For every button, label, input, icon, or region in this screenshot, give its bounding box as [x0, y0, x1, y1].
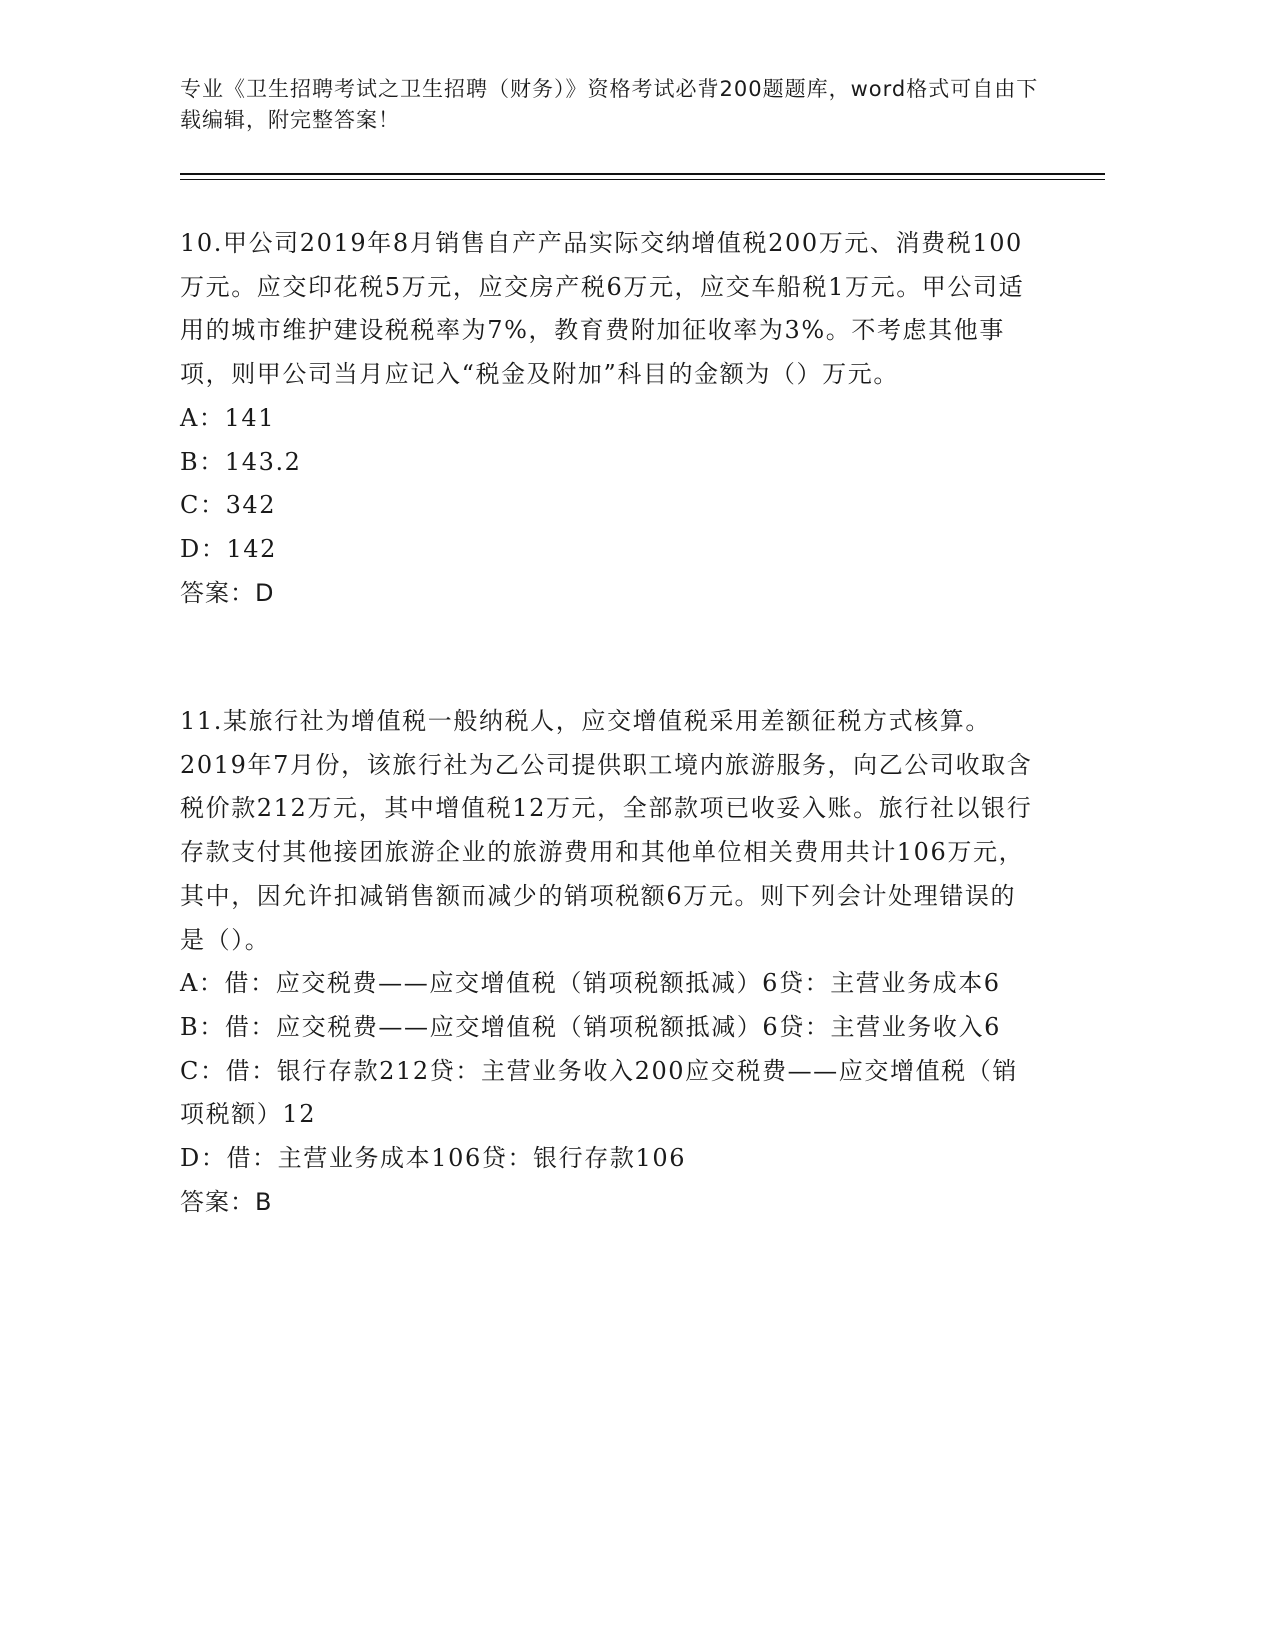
question-10 — [180, 222, 1040, 615]
document-header: 专业《卫生招聘考试之卫生招聘（财务）》资格考试必背200题题库，word格式可自由下载编辑，附完整答案！ — [180, 77, 1039, 132]
answer: 答案：D — [180, 578, 275, 607]
option-a: A：141 — [180, 403, 276, 432]
option-c: C：借：银行存款212贷：主营业务收入200应交税费——应交增值税（销项税额）12 — [180, 1056, 1018, 1129]
answer: 答案：B — [180, 1187, 273, 1216]
option-d: D：142 — [180, 534, 278, 563]
option-a: A：借：应交税费——应交增值税（销项税额抵减）6贷：主营业务成本6 — [180, 969, 1001, 998]
option-b: B：借：应交税费——应交增值税（销项税额抵减）6贷：主营业务收入6 — [180, 1012, 1001, 1041]
header-rule-thick — [180, 173, 1105, 175]
header-rule-thin — [180, 179, 1105, 180]
question-stem: 10.甲公司2019年8月销售自产产品实际交纳增值税200万元、消费税100万元。应交印花税5万元，应交房产税6万元，应交车船税1万元。甲公司适用的城市维护建设税税率为7%，教育费附加征收率为3%。不考虑其他事项，则甲公司当月应记入“税金及附加”科目的金额为（）万元。 — [180, 229, 1025, 389]
option-b: B：143.2 — [180, 447, 302, 476]
question-stem: 11.某旅行社为增值税一般纳税人，应交增值税采用差额征税方式核算。2019年7月份，该旅行社为乙公司提供职工境内旅游服务，向乙公司收取含税价款212万元，其中增值税12万元，全部款项已收妥入账。旅行社以银行存款支付其他接团旅游企业的旅游费用和其他单位相关费用共计106万元，其中，因允许扣减销售额而减少的销项税额6万元。则下列会计处理错误的是（）。 — [180, 707, 1033, 954]
option-d: D：借：主营业务成本106贷：银行存款106 — [180, 1144, 687, 1173]
question-11 — [180, 700, 1040, 1224]
option-c: C：342 — [180, 491, 277, 520]
